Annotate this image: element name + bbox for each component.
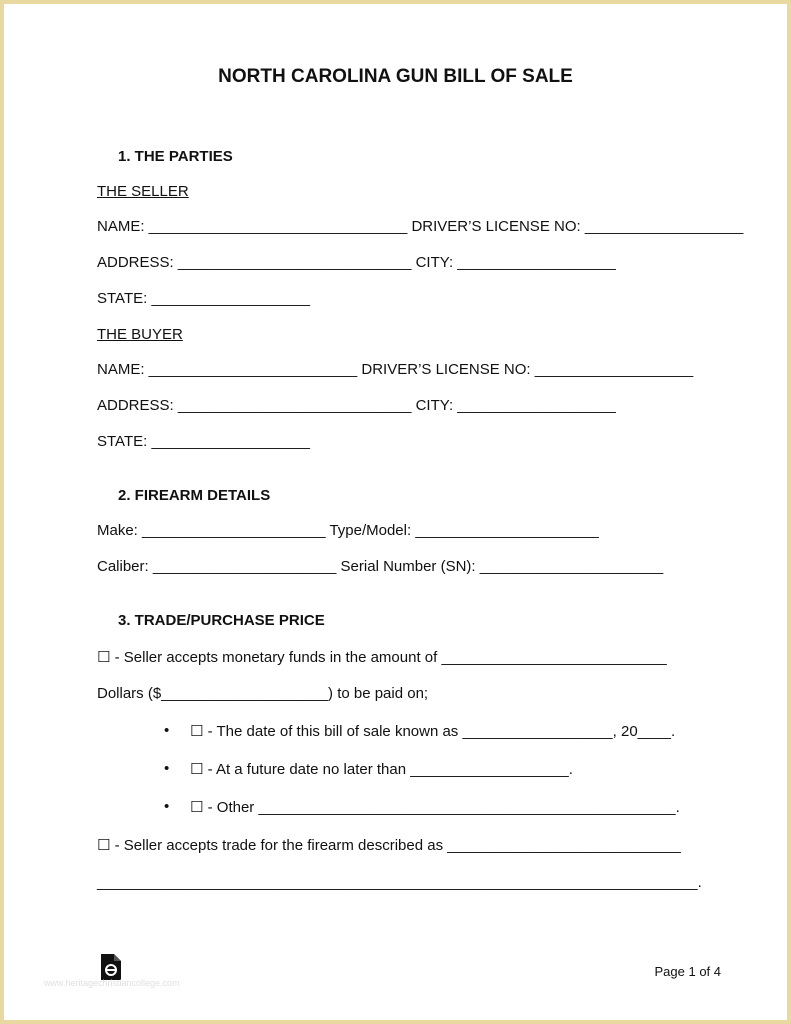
trade-line[interactable]: ☐ - Seller accepts trade for the firearm described as ____________________________ — [97, 837, 681, 854]
seller-name-line[interactable]: NAME: _______________________________ DRIVER’S LICENSE NO: ___________________ — [97, 218, 744, 235]
eforms-logo-icon — [101, 954, 121, 980]
dollars-line[interactable]: Dollars ($____________________) to be paid on; — [97, 685, 429, 702]
seller-state-line[interactable]: STATE: ___________________ — [97, 290, 310, 307]
seller-address-line[interactable]: ADDRESS: ____________________________ CITY: ___________________ — [97, 254, 616, 271]
section-firearm-heading: 2. FIREARM DETAILS — [118, 487, 271, 504]
payment-option-bill-date[interactable]: ☐ - The date of this bill of sale known as __________________, 20____. — [190, 723, 676, 740]
watermark-text: www.heritagechristiancollege.com — [44, 978, 180, 988]
firearm-make-line[interactable]: Make: ______________________ Type/Model: ______________________ — [97, 522, 599, 539]
page-number: Page 1 of 4 — [654, 964, 721, 979]
buyer-heading: THE BUYER — [97, 326, 183, 343]
buyer-state-line[interactable]: STATE: ___________________ — [97, 433, 310, 450]
payment-option-future-date[interactable]: ☐ - At a future date no later than ___________________. — [190, 761, 573, 778]
buyer-name-line[interactable]: NAME: _________________________ DRIVER’S LICENSE NO: ___________________ — [97, 361, 694, 378]
section-parties-heading: 1. THE PARTIES — [118, 148, 233, 165]
monetary-funds-line[interactable]: ☐ - Seller accepts monetary funds in the amount of ___________________________ — [97, 649, 667, 666]
document-title: NORTH CAROLINA GUN BILL OF SALE — [218, 66, 573, 87]
seller-heading: THE SELLER — [97, 183, 189, 200]
section-price-heading: 3. TRADE/PURCHASE PRICE — [118, 612, 325, 629]
payment-option-other[interactable]: ☐ - Other __________________________________________________. — [190, 799, 680, 816]
trade-continuation-line[interactable]: ________________________________________________________________________. — [97, 874, 702, 891]
firearm-caliber-line[interactable]: Caliber: ______________________ Serial Number (SN): ______________________ — [97, 558, 664, 575]
buyer-address-line[interactable]: ADDRESS: ____________________________ CITY: ___________________ — [97, 397, 616, 414]
bullet-icon: • — [164, 760, 170, 777]
bullet-icon: • — [164, 798, 170, 815]
bullet-icon: • — [164, 722, 170, 739]
